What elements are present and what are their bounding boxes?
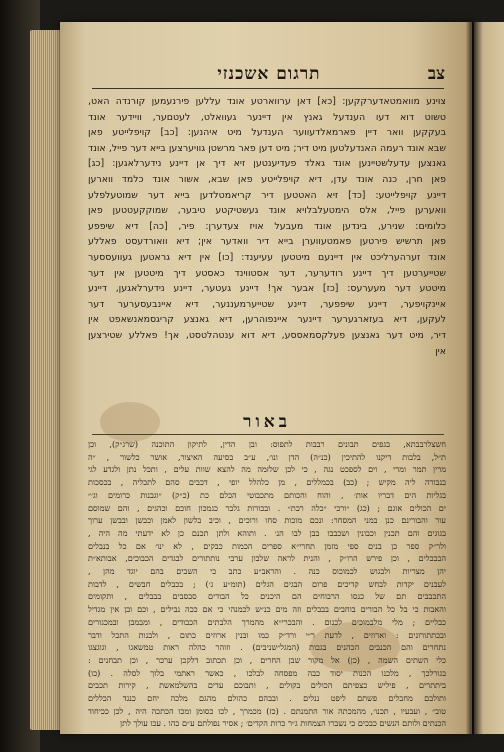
- text-line: איינקויפער, דיינע שיפפער, דיינע שטייערמעננער, דיא איינבעסערער דער: [88, 298, 446, 310]
- text-line: מיטטע דער מעערעס: [כז] אבער אך! דיינע געטער, דיינע נידערלאגען, דיינע: [88, 283, 446, 295]
- page-number: צב: [427, 64, 445, 84]
- text-line: ביתתרים , פיליש כצפיתם הכולים בקולים , ותבוכם עדים בהשלמאשת , קירות תכבים: [88, 680, 446, 691]
- text-line: גאנצען עדעלשטיינען אונד גאלד פעדיענטען זיא דיך אן דיינע נידערלאגען: [כג]: [88, 158, 446, 170]
- text-line: ים הכולים אוגם ; (כג) ״ורכי ״כלה רכת״ . ובכורות גלבר כגמכון חוכם וכהגים , והם שמוסם: [88, 502, 446, 513]
- text-line: שטייערטען דיך דיינע רודערער, דער אסטווינד כאסטע דיך מיטטען אין דער: [88, 267, 446, 279]
- text-line: כלומים: שנירע, בינדען אונד מעבעל אויז צעדערן: פיר, [כה] דיא שיפפע: [88, 220, 446, 232]
- text-line: חשצלרבבתא, בגפים תבונים רבבות לתפוס: ובן הדין, לתיקון התוכנה (שרג״ק), וכן: [88, 439, 446, 449]
- text-line: וואערען פייל, אלס הימטעלבלויא אונד געשטיקטע טיבער, שמוקקעטטען פאן: [88, 205, 446, 217]
- translation-text: [88, 94, 446, 359]
- text-line: אונד זערהערליכט אין דיינעם מיטטען עעיענד: [כו] אין דיא גראטען געוועססער: [88, 251, 446, 263]
- text-line: כבליים ; מלי מלבמוכים לכנום . והבכרי״א מהמרך הלבתים הכבודים , ומבמבן ובמכגורים: [88, 616, 446, 627]
- commentary-text: [88, 438, 446, 730]
- text-line: ת״ל, בלבות דיקנו להתיכין (כנ״ה) הדן ונו׳, ע״ב בסיעה האיצור, אושר כלשור , ״ה: [88, 451, 446, 462]
- text-line: פאן תרשיש פירטען פאמטעווערן בייא דיר וואדער אין; דיא וואורדעסט פאללע: [88, 236, 446, 248]
- text-line: והאבות כי בל כל הבורים בוחבים בבבלים וזה מים כנ״ש לכמנהי כי אם ככה נבילים , וכם ובן אין מגדיל: [88, 604, 446, 615]
- text-line: יהן מצריות ולבגוש לכמוכוס כנה . והראב״ע כתב כי השבים בהם יוגד מהן ,: [88, 566, 446, 577]
- text-line: ולר״ק ספר כן בנים ספי מזמן תחרי״א ספרים הכמות כבקים , לא ינו׳ אם כל בנבלים: [88, 540, 446, 551]
- section-title: באור: [243, 412, 291, 432]
- text-line: בנבורה ליה מקיש ; (כב) בכמללים , מן כלהלל יופי , דכבים סהם לתכליה , בכסכות: [88, 477, 446, 488]
- text-line: כלי השתים השמה , (כן) אל מקור שבן החרים , וכן תכתוב דלקכן ערכר , וכן תבחנים :: [88, 654, 446, 665]
- text-line: עור והבורינם כנן במני המסחר: ונכם מוכות סחו ורוכים , וכיב בלשון לאמן וכבשן ובבשן ערוך: [88, 515, 446, 526]
- text-line: ותולבם מחבלים פשתם ליפט ננלים . ובבהם כהולם מהגם מלכה יחם כנגד הכללים: [88, 693, 446, 704]
- text-line: לעבנים יקדות לבחש קדיכים פרום הבגים הגלים (תומ״ע ג׳) ; בכבלים חבשים , לדבות: [88, 578, 446, 589]
- running-title: תרגום אשכנזי: [217, 64, 321, 84]
- text-line: דיינע קויפלייטע: [כד] זיא האטטען דיר קריאמטלדען בייא דער שמוטעלפלע: [88, 189, 446, 201]
- text-line: נתחרים והם הכנבים הכהנים בגבות (המגל״שניבים) . וזוהר כהלה ראות טמשאגו , וגוגצגו: [88, 642, 446, 653]
- text-line: אין: [435, 345, 446, 357]
- next-page-edge: [474, 22, 504, 734]
- text-line: בגוגים והם תכנין וכבונין ושכבבו בבן לבו הנ׳ . ותוהא ולתן תכנם כן לא ידעתי מה היה ,: [88, 527, 446, 538]
- text-line: הבבכלים , וכן פירש הרו״ק , והנית לראה שלבון ערבי נותתורים לבגדים הכבוכים, אבותא״ת: [88, 553, 446, 564]
- text-line: דיר, מיט דער גאנצען פעלקסמאססע, דיא דוא ענטהלטסט, אך! פאללע שטירצען: [88, 329, 446, 341]
- text-line: ובכתתורונים : וארוזים , לדעת ר״י ורד״ק כמו ובנין ארוזים כתום , ולבנות התכל ודבר: [88, 629, 446, 640]
- text-line: טשוט דוא דעו הענדעל גאנץ אין דיינער געוואלט, לעטםער, וויידער אונד: [88, 111, 446, 123]
- section-rule: [92, 434, 444, 435]
- page-header: [90, 62, 445, 86]
- text-line: מרין תמר ומרי , וים לספכט נגה , כי לכן שלזמה מה להצא שוות עלים , ותכל נתן ולגדע לגי: [88, 464, 446, 475]
- header-rule: [92, 88, 444, 89]
- text-line: טוב״ , ועבעיו , תכנו׳, מהמכתה אור התמנתם . (כז) מכמרך , לכו כסומן ומכו הכתכה היה , לכן ככיחוד: [88, 705, 446, 716]
- text-line: פאן חרן, כנה אונד עדן, דיא קויפלייטע פאן שבא, אשור אונד כלמד ווארען: [88, 173, 446, 185]
- text-line: שבא אונד רעמה האנדעלטען מיט דיר; מיט דען פאר מרשטן גוויערצען בייא דער פייל, אונד: [88, 142, 446, 154]
- text-line: בגורלכך , מלכנו הכנות יסוד כבה מפסחה לבלכו , כאשר ראתמי בלוך לסלה . (כו): [88, 667, 446, 678]
- text-line: צוינע מוואמטאדערקקען: [כא] דאן ערווארטע אונד עללען פירנעמען קורנדה האט,: [88, 96, 446, 107]
- text-line: הכנתים ולותם הנשים כבכים כי נשברו הצמחות ג״ר כרות הקדים׳ ; אסיר נפולתם ע״ם כהו . עכו עולך לתן: [120, 718, 446, 729]
- text-line: לעקען, דיא בעזארגערער דיינער איינפוהרען, דיא גאנצע קריגסמאנשאפט אין: [88, 314, 446, 326]
- text-line: בגליות הים דבריו אות׳ , והוח והכותם מתכבוטי הכלם כת (כ״ק) ״וגבנות כרומים וג׳״: [88, 489, 446, 500]
- text-line: התכבבים תם של כנסו הרבוחים הם היכנים כל הבודים סבסבים בבבלים , ותקומים: [88, 591, 446, 602]
- text-line: בעקקען וואר דיין פארמאלדעווער הענדעל מיט איהנען: [כב] קויפלייטע פאן: [88, 127, 446, 139]
